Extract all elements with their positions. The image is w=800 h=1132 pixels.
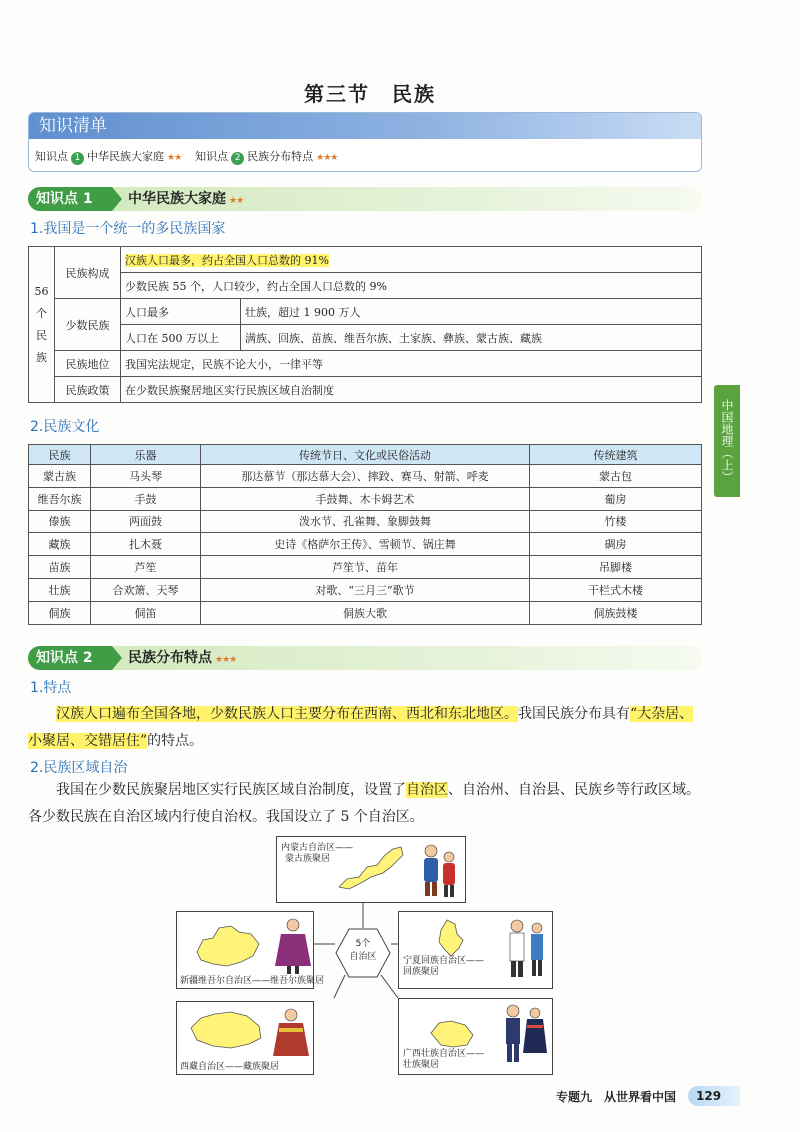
kp2-paragraph-1: 汉族人口遍布全国各地，少数民族人口主要分布在西南、西北和东北地区。我国民族分布具有“大杂居、小聚居、交错居住”的特点。	[28, 706, 694, 749]
xinjiang-box: 新疆维吾尔自治区——维吾尔族聚居	[176, 911, 314, 989]
kp2-subheading-2: 2.民族区域自治	[30, 760, 128, 776]
star-icon: ★★★	[215, 655, 237, 665]
star-icon: ★★★	[316, 153, 338, 163]
ethnic-culture-table: 民族 乐器 传统节日、文化或民俗活动 传统建筑 蒙古族 马头琴 那达慕节（那达慕大会）、摔跤、赛马、射箭、呼麦 蒙古包 维吾尔族 手鼓 手鼓舞、木卡姆艺术 葡房 傣族 两面鼓 泼水节、孔雀舞、象脚鼓舞 竹楼 藏族 扎木聂 史诗《格萨尔王传》、雪顿节、锅庄舞 碉房 苗族 芦笙 芦笙节、苗年 吊脚楼 壮族 合欢箫、天琴 对歌、“三月三”歌节 干栏式木楼 侗族 侗笛 侗族大歌 侗族鼓楼	[28, 444, 702, 625]
left-label: 56 个 民 族	[29, 247, 55, 403]
hui-figures	[503, 916, 551, 984]
xinjiang-map	[193, 922, 263, 970]
uyghur-figure	[273, 916, 313, 976]
star-icon: ★★	[229, 196, 244, 206]
inner-mongolia-map	[337, 843, 407, 893]
center-label: 5个 自治区	[349, 939, 377, 962]
page-number: 129	[688, 1086, 740, 1106]
checklist-item-1: 知识点 1 中华民族大家庭 ★★	[35, 150, 182, 163]
kp2-title: 民族分布特点 ★★★	[128, 650, 237, 666]
table-row: 侗族 侗笛 侗族大歌 侗族鼓楼	[29, 601, 702, 624]
kp2-subheading-1: 1.特点	[30, 680, 72, 696]
table-row: 傣族 两面鼓 泼水节、孔雀舞、象脚鼓舞 竹楼	[29, 510, 702, 533]
tibet-box: 西藏自治区——藏族聚居	[176, 1001, 314, 1075]
kp1-tag: 知识点 1	[28, 187, 112, 211]
ningxia-map	[433, 918, 467, 958]
chapter-side-tab[interactable]: 中国地理（上）	[714, 385, 740, 497]
ningxia-box: 宁夏回族自治区—— 回族聚居	[398, 911, 553, 989]
highlight-han: 汉族人口最多，约占全国人口总数的 91%	[125, 253, 329, 267]
table-row: 苗族 芦笙 芦笙节、苗年 吊脚楼	[29, 556, 702, 579]
zhuang-figures	[499, 1001, 551, 1073]
kp1-subheading-1: 1.我国是一个统一的多民族国家	[30, 221, 226, 237]
tibetan-figure	[269, 1006, 313, 1062]
table-row: 藏族 扎木聂 史诗《格萨尔王传》、雪顿节、锅庄舞 碉房	[29, 533, 702, 556]
kp2-paragraph-2: 我国在少数民族聚居地区实行民族区域自治制度，设置了自治区、自治州、自治县、民族乡等行政区域。各少数民族在自治区域内行使自治权。我国设立了 5 个自治区。	[28, 782, 700, 825]
star-icon: ★★	[167, 153, 182, 163]
kp2-tag: 知识点 2	[28, 646, 112, 670]
ethnic-composition-table: 56 个 民 族 民族构成 汉族人口最多，约占全国人口总数的 91% 少数民族 55 个，人口较少，约占全国人口总数的 9% 少数民族 人口最多 壮族，超过 1 900 万人 人口在 500 万以上 满族、回族、苗族、维吾尔族、土家族、彝族、蒙古族、藏族 民族地位 我国宪法规定，民族不论大小，一律平等 民族政策 在少数民族聚居地区实行民族区域自治制度	[28, 246, 702, 403]
tibet-map	[187, 1008, 267, 1052]
checklist-item-2: 知识点 2 民族分布特点 ★★★	[195, 150, 338, 163]
checklist-header: 知识清单	[29, 113, 701, 139]
guangxi-map	[427, 1017, 477, 1051]
kp1-subheading-2: 2.民族文化	[30, 419, 100, 435]
guangxi-box: 广西壮族自治区—— 壮族聚居	[398, 998, 553, 1075]
table-row: 壮族 合欢箫、天琴 对歌、“三月三”歌节 干栏式木楼	[29, 578, 702, 601]
inner-mongolia-box: 内蒙古自治区—— 蒙古族聚居	[276, 836, 466, 903]
table-row: 蒙古族 马头琴 那达慕节（那达慕大会）、摔跤、赛马、射箭、呼麦 蒙古包	[29, 465, 702, 488]
mongol-figures	[413, 841, 463, 901]
kp1-title: 中华民族大家庭 ★★	[128, 191, 244, 207]
footer-chapter: 专题九 从世界看中国	[556, 1090, 677, 1104]
table-row: 维吾尔族 手鼓 手鼓舞、木卡姆艺术 葡房	[29, 487, 702, 510]
page-title: 第三节 民族	[304, 82, 436, 106]
